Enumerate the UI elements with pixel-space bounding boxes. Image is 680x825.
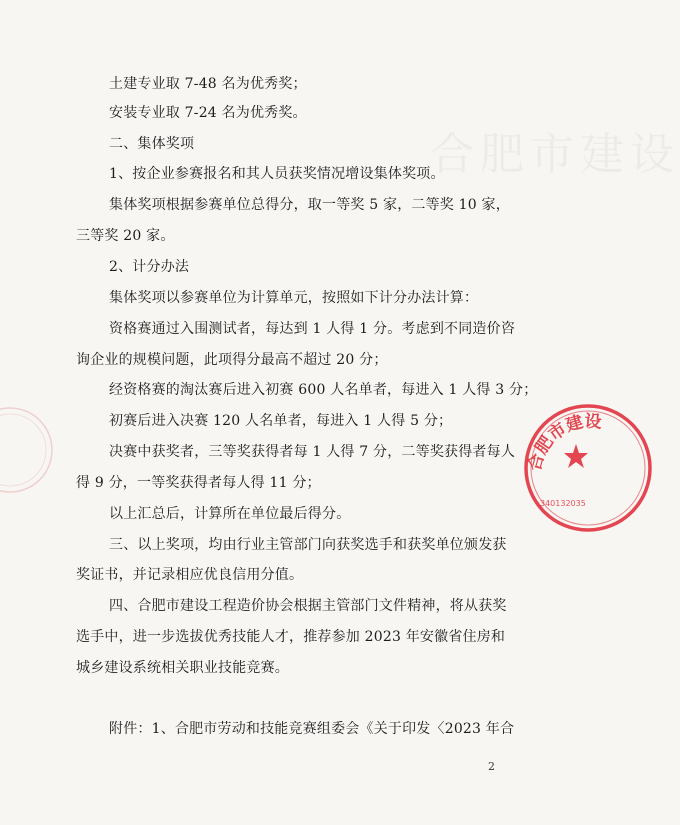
seal-text: 合肥市建设 [524,411,603,474]
text-line-20: 城乡建设系统相关职业技能竞赛。 [76,660,289,676]
text-line-6: 三等奖 20 家。 [76,228,175,244]
text-line-4: 1、按企业参赛报名和其人员获奖情况增设集体奖项。 [109,166,445,182]
attachment-line: 附件：1、合肥市劳动和技能竞赛组委会《关于印发〈2023 年合 [109,721,515,737]
text-line-5: 集体奖项根据参赛单位总得分，取一等奖 5 家，二等奖 10 家， [109,197,510,213]
section-heading-collective-awards: 二、集体奖项 [109,136,195,152]
svg-text:合肥市建设 [524,411,602,474]
text-line-14: 得 9 分，一等奖获得者每人得 11 分； [76,475,321,491]
text-line-10: 询企业的规模问题，此项得分最高不超过 20 分； [76,352,388,368]
seal-code: 340132035 [540,499,586,508]
faint-seal-left [0,405,60,495]
text-line-13: 决赛中获奖者，三等奖获得者每 1 人得 7 分，二等奖获得者每人 [109,444,516,460]
text-line-9: 资格赛通过入围测试者，每达到 1 人得 1 分。考虑到不同造价咨 [109,321,516,337]
text-line-16: 三、以上奖项，均由行业主管部门向获奖选手和获奖单位颁发获 [109,537,507,553]
text-line-15: 以上汇总后，计算所在单位最后得分。 [109,506,351,522]
text-line-17: 奖证书，并记录相应优良信用分值。 [76,567,304,583]
background-watermark: 合肥市建设 [430,129,680,180]
text-line-8: 集体奖项以参赛单位为计算单元，按照如下计分办法计算： [109,290,479,306]
text-line-18: 四、合肥市建设工程造价协会根据主管部门文件精神，将从获奖 [109,598,507,614]
text-line-11: 经资格赛的淘汰赛后进入初赛 600 人名单者，每进入 1 人得 3 分； [109,382,538,398]
text-line-2: 安装专业取 7-24 名为优秀奖。 [109,105,307,121]
page-number: 2 [488,760,495,773]
text-line-1: 土建专业取 7-48 名为优秀奖； [109,76,307,92]
subheading-scoring-method: 2、计分办法 [109,259,190,275]
official-seal [518,398,658,538]
star-icon [564,444,588,468]
text-line-19: 选手中，进一步选拔优秀技能人才，推荐参加 2023 年安徽省住房和 [76,629,506,645]
text-line-12: 初赛后进入决赛 120 人名单者，每进入 1 人得 5 分； [109,413,453,429]
